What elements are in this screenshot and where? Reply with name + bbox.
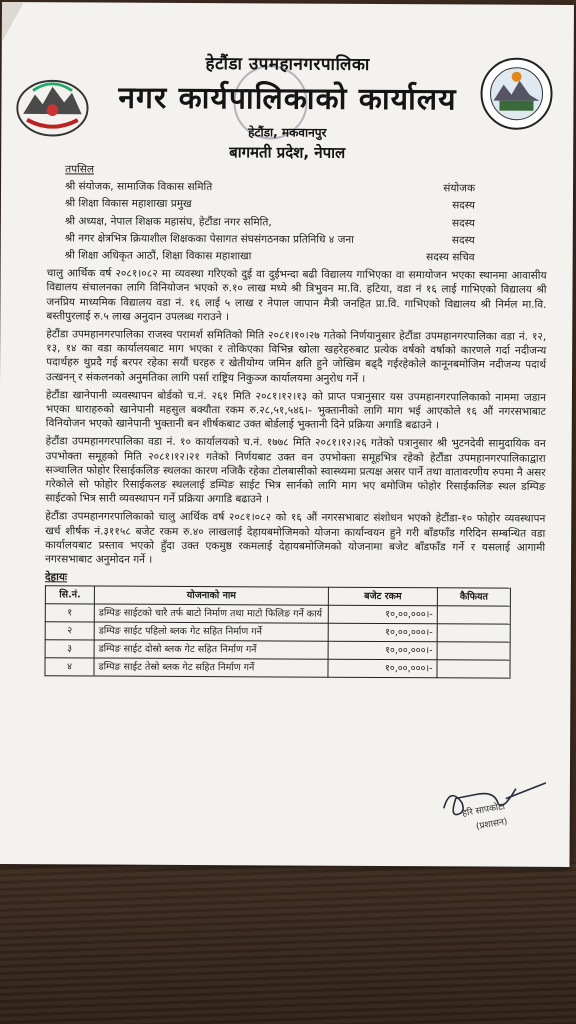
cell-sn: ३	[45, 640, 94, 658]
paragraph-number	[13, 510, 45, 524]
wood-grain	[0, 860, 576, 1024]
member-name: श्री शिक्षा अधिकृत आठौं, शिक्षा विकास महाशाखा	[64, 249, 252, 263]
decision-paragraph	[14, 388, 546, 433]
cell-amount: १०,००,०००।-	[328, 642, 437, 661]
decision-paragraph	[13, 435, 545, 509]
cell-amount: १०,००,०००।-	[328, 624, 437, 643]
signatory-name: हरि सापकोटा	[461, 801, 506, 820]
paragraph-text: हेटौंडा उपमहानगरपालिकाको चालु आर्थिक वर्ष २०८१।०८२ को १६ औं नगरसभाबाट संशोधन भएको हेटौंडा-१० फोहोर व्यवस्थापन खर्च शीर्षक नं.३११५८ बजेट रकम रु.४० लाखलाई देहायबमोजिमको योजना कार्यान्वयन हुने गरी बाँडफाँड गरिदिन सम्बन्धित वडा कार्यालयबाट प्रस्ताव भएको हुँदा उक्त एकमुष्ठ रकमलाई देहायबमोजिमको योजनामा बजेट बाँडफाँड गर्ने र यसलाई आगामी नगरसभाबाट अनुमोदन गर्ने ।	[45, 510, 546, 566]
paragraph-text: हेटौंडा खानेपानी व्यवस्थापन बोर्डको च.नं. २६१ मिति २०८१।१२।१३ को प्राप्त पत्रानुसार यस उपमहानगरपालिकाको नाममा जडान भएका धाराहरुको खानेपानी महसुल बक्यौता रकम रु.२८,५१,५४६।- भुक्तानीको लागि माग भई आएकोले १६ औं नगरसभाबाट विनियोजन भएको खानेपानी भुक्तानी बन शीर्षकबाट उक्त बोर्डलाई भुक्तानी दिने प्रक्रिया अगाडि बढाउने ।	[45, 389, 546, 432]
member-name: श्री नगर क्षेत्रभित्र क्रियाशील शिक्षकका पेसागत संघसंगठनका प्रतिनिधि ४ जना	[64, 232, 354, 246]
cell-remark	[437, 642, 510, 660]
member-name: श्री शिक्षा विकास महाशाखा प्रमुख	[64, 197, 192, 211]
decision-paragraph	[13, 510, 545, 570]
signatory-title: (प्रशासन)	[475, 816, 509, 833]
table-header-row	[45, 586, 510, 606]
paragraph-number	[14, 327, 46, 341]
col-header-sn: सि.नं.	[45, 586, 94, 604]
member-role: सदस्य सचिव	[426, 251, 475, 264]
committee-member	[65, 197, 495, 213]
paragraph-text: हेटौंडा उपमहानगरपालिका वडा नं. १० कार्यालयको च.नं. १७७८ मिति २०८१।१२।२६ गतेको पत्रानुसार श्री भुटनदेवी सामुदायिक वन उपभोक्ता समूहको मिति २०८१।१२।२१ गतेको निर्णयबाट उक्त वन उपभोक्ता समूहभित्र रहेको हेटौंडा उपमहानगरपालिकाद्वारा सञ्चालित फोहोर रिसाईकलिङ स्थलका कारण नजिकै रहेका टोलबासीको स्वास्थ्यमा प्रत्यक्ष असर पार्ने तथा वातावरणीय रुपमा नै असर गरेकोले सो फोहोर रिसाईकलङ स्थललाई डम्पिङ साईट भित्र सार्नको लागि माग भए बमोजिम फोहोर रिसाईकलिङ स्थल डम्पिङ साईटको भित्र सारी व्यवस्थापन गर्ने प्रक्रिया अगाडि बढाउने ।	[45, 435, 546, 506]
cell-sn: २	[45, 622, 94, 640]
cell-name: डम्पिङ साईट दोस्रो ब्लक गेट सहित निर्माण गर्ने	[94, 640, 328, 659]
paragraph-text: चालु आर्थिक वर्ष २०८१।०८२ मा व्यवस्था गरिएको दुई वा दुईभन्दा बढी विद्यालय गाभिएका वा समायोजन भएका स्थानमा आवासीय विद्यालय संचालनका लागि विनियोजन भएको रु.१० लाख मध्ये श्री त्रिभुवन मा.वि. हटिया, वडा नं १६ लाई गाभिएको विद्यालय श्री जनप्रिय माध्यमिक विद्यालय वडा नं. १६ लाई ५ लाख र नेपाल जापान मैत्री जनहित प्रा.वि. गाभिएको विद्यालय श्री निर्मल मा.वि. बस्तीपुरलाई रु.५ लाख अनुदान उपलब्ध गराउने ।	[46, 267, 547, 324]
table-row	[45, 604, 510, 624]
office-location: हेटौंडा, मकवानपुर	[248, 125, 327, 140]
member-role: सदस्य	[451, 216, 475, 230]
paragraph-number	[15, 266, 47, 280]
table-title: देहायः	[44, 571, 68, 584]
document-page	[0, 2, 574, 867]
cell-sn: ४	[45, 658, 94, 676]
committee-member	[65, 231, 495, 247]
province-name: बागमती प्रदेश, नेपाल	[229, 143, 346, 162]
cell-remark	[437, 660, 510, 678]
cell-name: डम्पिङ साईट पहिलो ब्लक गेट सहित निर्माण गर्ने	[94, 622, 328, 641]
table-row	[45, 640, 510, 660]
cell-name: डम्पिङ साईटको चारै तर्फ बाटो निर्माण तथा माटो फिलिङ गर्ने कार्य	[94, 604, 328, 623]
letterhead	[1, 50, 574, 164]
budget-table	[44, 586, 510, 679]
decision-paragraph	[14, 266, 546, 326]
folded-corner	[2, 2, 24, 42]
cell-amount: १०,००,०००।-	[328, 606, 437, 625]
committee-member	[65, 248, 495, 264]
member-role: सदस्य	[452, 199, 475, 212]
tapasil-heading: तपसिल	[65, 163, 95, 176]
cell-remark	[437, 624, 510, 642]
cell-amount: १०,००,०००।-	[328, 660, 437, 679]
paragraph-number	[14, 388, 46, 402]
member-role: सदस्य	[451, 234, 475, 247]
cell-sn: १	[45, 604, 94, 622]
decision-paragraph	[14, 327, 546, 387]
paragraph-number	[14, 435, 46, 449]
committee-member	[65, 214, 495, 230]
col-header-amount: बजेट रकम	[328, 588, 437, 607]
paragraph-text: हेटौंडा उपमहानगरपालिका राजस्व परामर्श समितिको मिति २०८१।१०।२७ गतेको निर्णयानुसार हेटौंडा उपमहानगरपालिका वडा नं. १२, १३, १४ का वडा कार्यालयबाट माग भएका र तोकिएका विभिन्न खोला खहरेहरुबाट प्रत्येक वर्षको वर्षाको कारणले गर्दा नदीजन्य पदार्थहरु थुप्रदै गई बरपर रहेका सयौं घरहरु र खेतीयोग्य जमिन क्षति हुने जोखिम बढ्दै गईरहेकोले कानूनबमोजिम नदीजन्य पदार्थ उत्खनन् र संकलनको अनुमतिका लागि पर्सा राष्ट्रिय निकुञ्ज कार्यालयमा अनुरोध गर्ने ।	[46, 328, 547, 385]
municipality-name: हेटौंडा उपमहानगरपालिका	[205, 54, 370, 75]
col-header-name: योजनाको नाम	[94, 586, 328, 605]
table-row	[45, 658, 510, 678]
cell-remark	[437, 606, 510, 624]
member-name: श्री अध्यक्ष, नेपाल शिक्षक महासंघ, हेटौंडा नगर समिति,	[64, 214, 272, 229]
table-row	[45, 622, 510, 642]
cell-name: डम्पिङ साईट तेस्रो ब्लक गेट सहित निर्माण गर्ने	[94, 658, 328, 677]
decision-body	[44, 162, 547, 679]
office-name: नगर कार्यपालिकाको कार्यालय	[118, 80, 457, 118]
committee-member	[65, 180, 495, 196]
member-name: श्री संयोजक, सामाजिक विकास समिति	[65, 180, 213, 194]
col-header-remark: कैफियत	[437, 588, 510, 606]
member-role: संयोजक	[443, 182, 476, 195]
